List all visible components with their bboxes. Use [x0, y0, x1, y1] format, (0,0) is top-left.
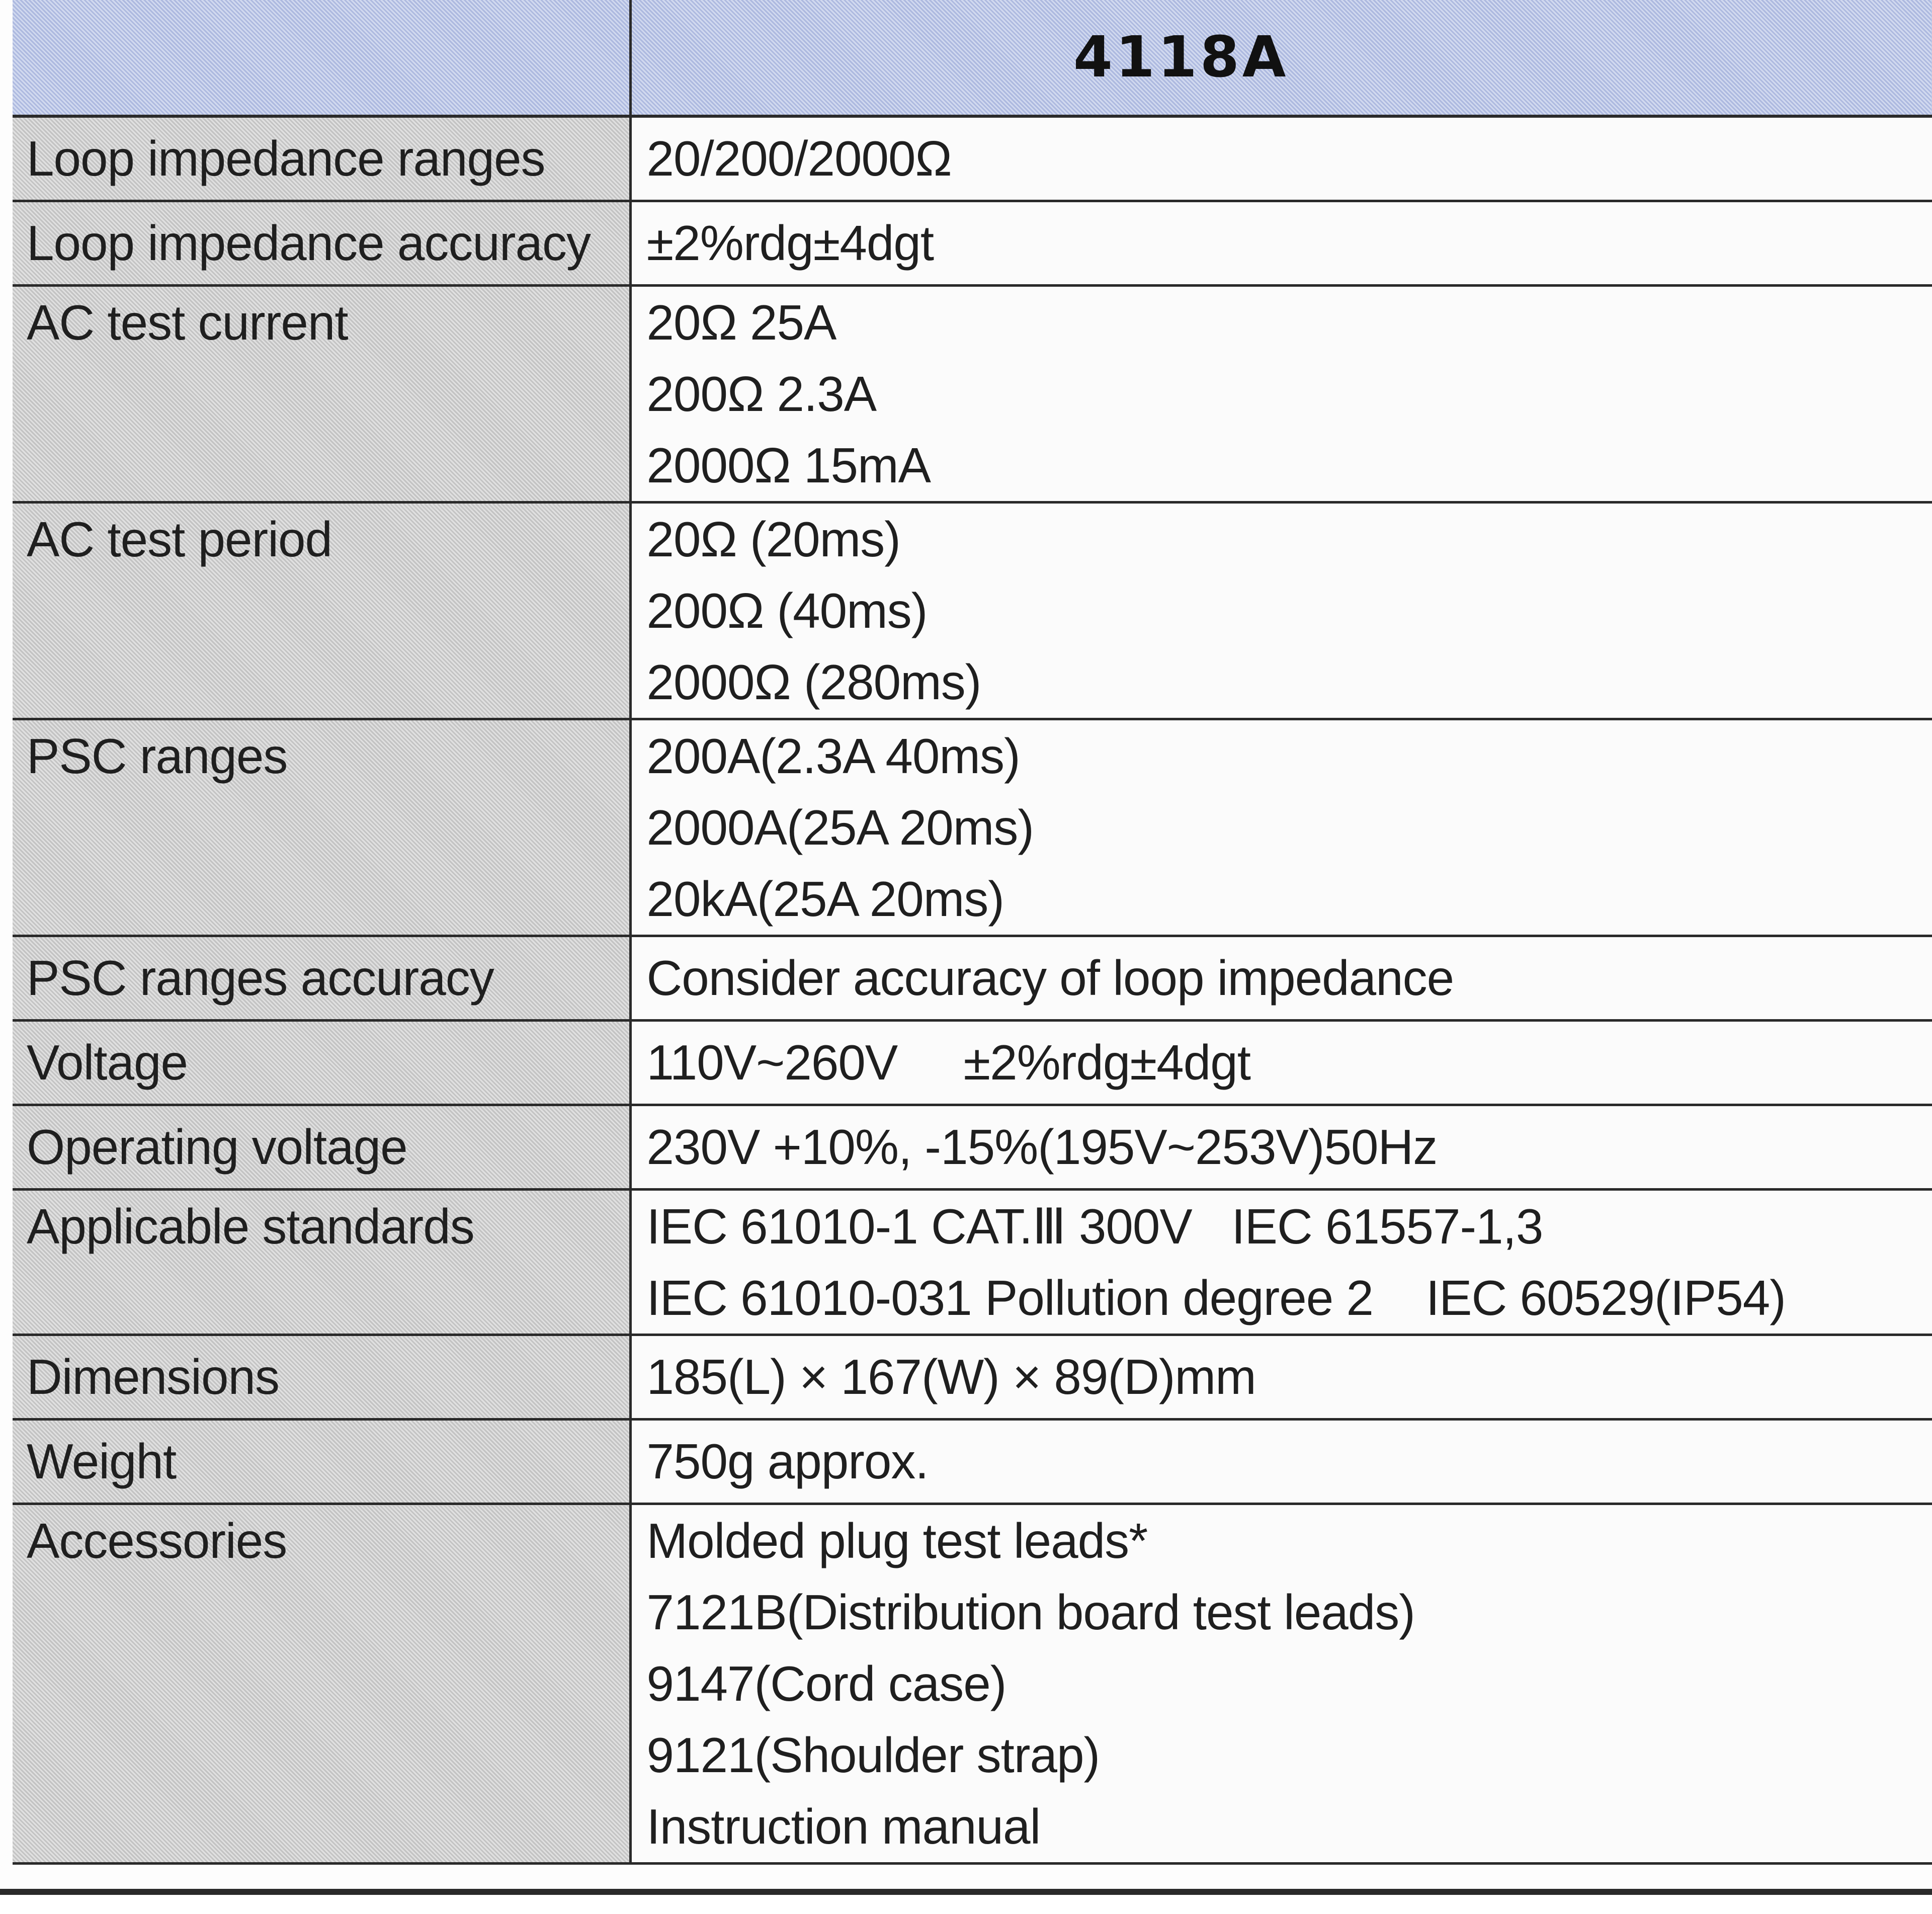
row-label-text: AC test current	[27, 295, 348, 350]
row-label	[13, 1420, 630, 1504]
row-value-line: 750g approx.	[646, 1434, 929, 1489]
table-row	[13, 1335, 1932, 1420]
row-label-text: Loop impedance accuracy	[27, 215, 591, 271]
row-value	[630, 936, 1932, 1021]
row-value	[630, 1190, 1932, 1335]
row-value	[630, 1335, 1932, 1420]
row-value-line: 185(L) × 167(W) × 89(D)mm	[646, 1349, 1256, 1404]
row-value-line: 2000Ω (280ms)	[646, 654, 981, 710]
row-value-line: ±2%rdg±4dgt	[646, 215, 934, 271]
row-value-line: Instruction manual	[646, 1799, 1041, 1854]
row-value-line: 200Ω 2.3A	[646, 366, 877, 422]
row-label-text: AC test period	[27, 512, 332, 567]
row-label-text: PSC ranges	[27, 728, 288, 784]
row-value-line: IEC 61010-031 Pollution degree 2 IEC 60529(IP54)	[646, 1270, 1786, 1325]
row-value-line: 200Ω (40ms)	[646, 583, 928, 638]
table-row	[13, 116, 1932, 201]
row-label-text: Voltage	[27, 1035, 188, 1090]
row-value-line: 230V +10%, -15%(195V~253V)50Hz	[646, 1119, 1438, 1175]
row-value-line: 20Ω (20ms)	[646, 512, 900, 567]
row-label	[13, 503, 630, 719]
footer-band	[0, 1895, 1932, 1914]
table-row	[13, 719, 1932, 936]
row-label-text: Applicable standards	[27, 1199, 474, 1254]
table-row	[13, 1190, 1932, 1335]
row-value-line: Consider accuracy of loop impedance	[646, 950, 1454, 1006]
row-label-text: Loop impedance ranges	[27, 131, 545, 186]
row-value	[630, 503, 1932, 719]
table-row	[13, 1504, 1932, 1864]
bottom-rule	[0, 1889, 1932, 1895]
table-row	[13, 936, 1932, 1021]
table-row	[13, 1105, 1932, 1190]
row-value-line: 200A(2.3A 40ms)	[646, 728, 1020, 784]
row-value	[630, 1420, 1932, 1504]
table-row	[13, 286, 1932, 503]
row-value-line: 2000A(25A 20ms)	[646, 800, 1034, 855]
row-label	[13, 719, 630, 936]
row-label-text: PSC ranges accuracy	[27, 950, 494, 1006]
row-label	[13, 1021, 630, 1105]
header-corner-cell	[13, 0, 630, 116]
table-row	[13, 201, 1932, 286]
specification-table	[13, 0, 1932, 1865]
row-value	[630, 1105, 1932, 1190]
row-value-line: IEC 61010-1 CAT.Ⅲ 300V IEC 61557-1,3	[646, 1199, 1543, 1254]
table-header-row	[13, 0, 1932, 116]
row-label-text: Dimensions	[27, 1349, 279, 1404]
row-label	[13, 116, 630, 201]
row-value-line: 9121(Shoulder strap)	[646, 1727, 1100, 1783]
row-value-line: 20kA(25A 20ms)	[646, 871, 1004, 927]
row-value-line: 2000Ω 15mA	[646, 438, 931, 493]
table-row	[13, 1420, 1932, 1504]
row-value-line: 20Ω 25A	[646, 295, 836, 350]
row-value	[630, 719, 1932, 936]
row-value-line: 9147(Cord case)	[646, 1656, 1006, 1711]
row-label-text: Weight	[27, 1434, 177, 1489]
row-label	[13, 1335, 630, 1420]
row-value	[630, 1504, 1932, 1864]
row-value-line: 110V~260V ±2%rdg±4dgt	[646, 1035, 1250, 1090]
row-label	[13, 1504, 630, 1864]
table-row	[13, 1021, 1932, 1105]
row-label-text: Accessories	[27, 1513, 287, 1568]
row-value	[630, 116, 1932, 201]
row-label	[13, 201, 630, 286]
row-label-text: Operating voltage	[27, 1119, 407, 1175]
row-label	[13, 1190, 630, 1335]
row-value-line: Molded plug test leads*	[646, 1513, 1148, 1568]
row-value	[630, 286, 1932, 503]
row-label	[13, 1105, 630, 1190]
row-label	[13, 936, 630, 1021]
model-name-heading: 4118A	[630, 0, 1932, 116]
row-value	[630, 201, 1932, 286]
table-row	[13, 503, 1932, 719]
row-value-line: 20/200/2000Ω	[646, 131, 952, 186]
row-label	[13, 286, 630, 503]
row-value	[630, 1021, 1932, 1105]
row-value-line: 7121B(Distribution board test leads)	[646, 1585, 1415, 1640]
